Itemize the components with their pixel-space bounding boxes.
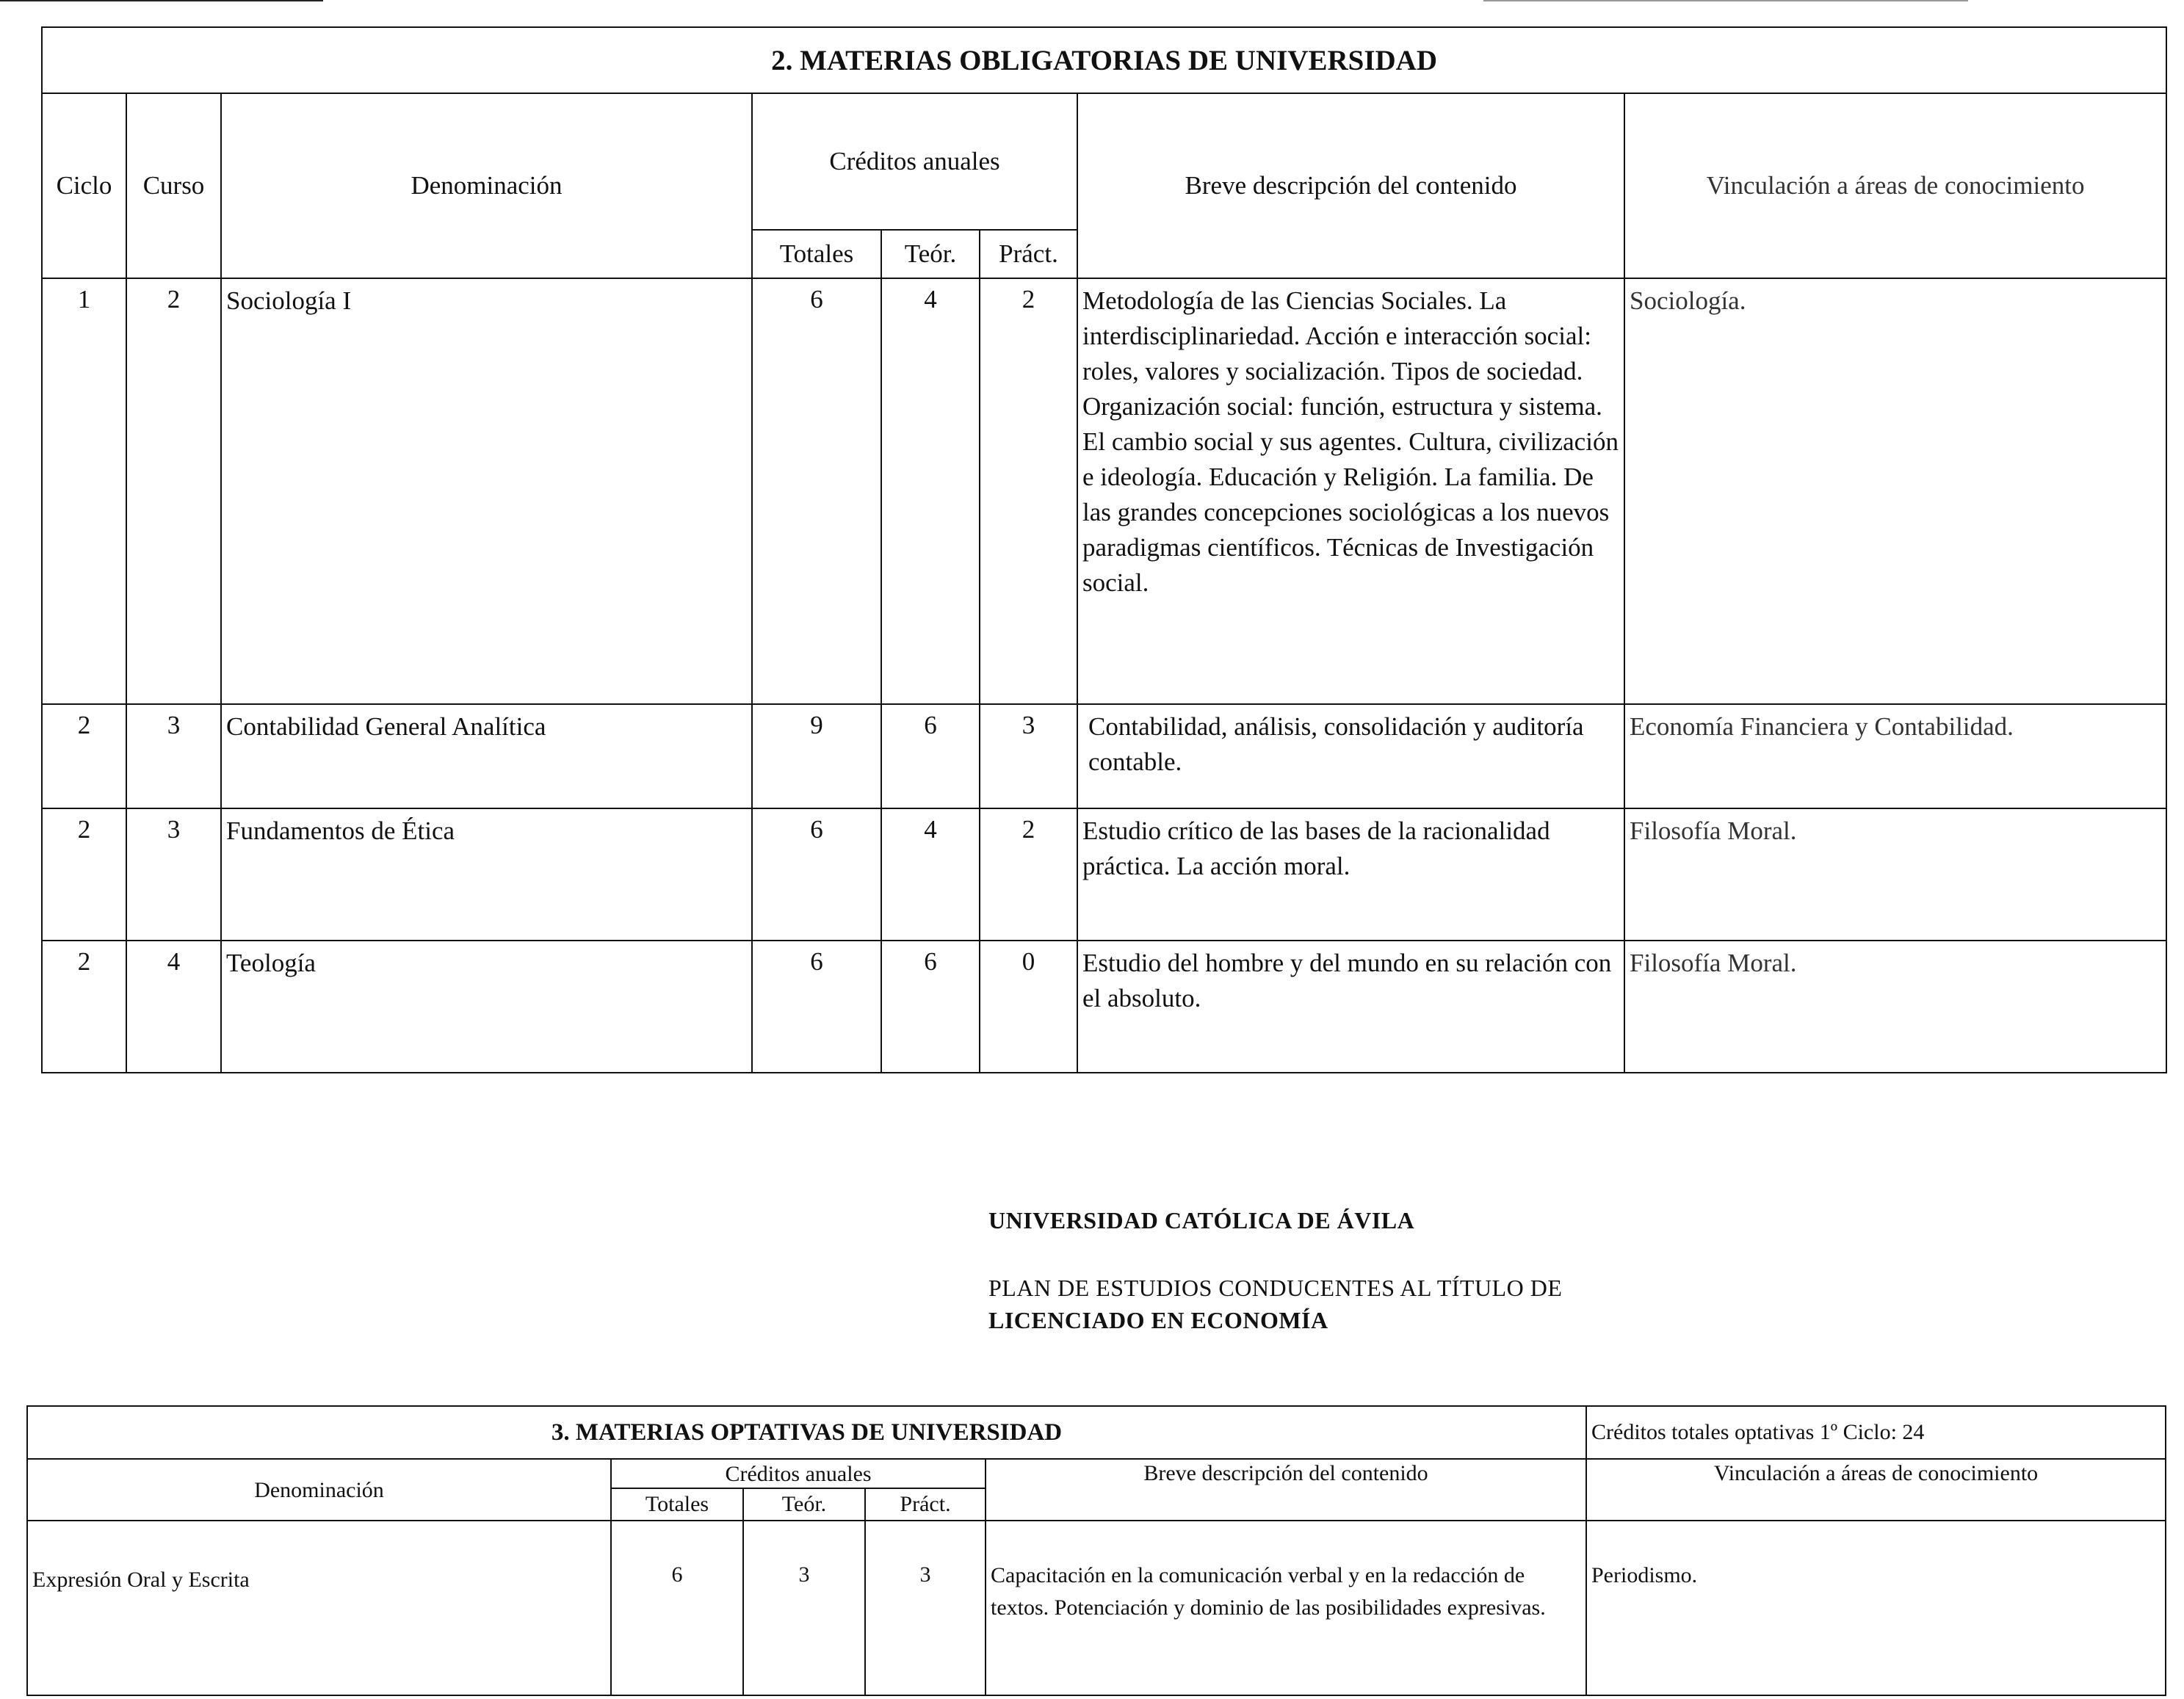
university-name: UNIVERSIDAD CATÓLICA DE ÁVILA xyxy=(988,1207,1415,1234)
cell-denominacion: Fundamentos de Ética xyxy=(221,808,752,941)
header-totales: Totales xyxy=(752,230,881,278)
cell-descripcion: Capacitación en la comunicación verbal y en la redacción de textos. Potenciación y dominio de las posibilidades expresivas. xyxy=(986,1521,1586,1695)
header-pract: Práct. xyxy=(980,230,1077,278)
header-vinculacion: Vinculación a áreas de conocimiento xyxy=(1624,93,2166,278)
table-title: 3. MATERIAS OPTATIVAS DE UNIVERSIDAD xyxy=(27,1406,1586,1459)
cell-curso: 3 xyxy=(126,704,221,808)
cell-pract: 3 xyxy=(865,1521,986,1695)
mandatory-subjects-table xyxy=(41,26,2167,1073)
optional-subjects-table xyxy=(26,1405,2166,1696)
header-totales: Totales xyxy=(611,1488,743,1521)
cell-denominacion: Contabilidad General Analítica xyxy=(221,704,752,808)
table-row xyxy=(42,704,2166,808)
cell-ciclo: 2 xyxy=(42,941,126,1073)
header-creditos: Créditos anuales xyxy=(611,1459,986,1488)
plan-title: PLAN DE ESTUDIOS CONDUCENTES AL TÍTULO DE xyxy=(988,1275,1563,1301)
header-ciclo: Ciclo xyxy=(42,93,126,278)
cell-denominacion: Teología xyxy=(221,941,752,1073)
table-title: 2. MATERIAS OBLIGATORIAS DE UNIVERSIDAD xyxy=(42,27,2166,93)
cell-pract: 3 xyxy=(980,704,1077,808)
header-teor: Teór. xyxy=(743,1488,865,1521)
cell-teor: 3 xyxy=(743,1521,865,1695)
cell-totales: 6 xyxy=(752,941,881,1073)
table-row xyxy=(42,941,2166,1073)
cell-totales: 6 xyxy=(611,1521,743,1695)
cell-vinculacion: Sociología. xyxy=(1624,278,2166,704)
cell-pract: 0 xyxy=(980,941,1077,1073)
cell-ciclo: 2 xyxy=(42,704,126,808)
header-descripcion: Breve descripción del contenido xyxy=(1077,93,1624,278)
cell-vinculacion: Economía Financiera y Contabilidad. xyxy=(1624,704,2166,808)
cell-teor: 4 xyxy=(881,808,980,941)
cell-curso: 4 xyxy=(126,941,221,1073)
cell-teor: 4 xyxy=(881,278,980,704)
cell-curso: 3 xyxy=(126,808,221,941)
header-teor: Teór. xyxy=(881,230,980,278)
header-pract: Práct. xyxy=(865,1488,986,1521)
cell-descripcion: Metodología de las Ciencias Sociales. La interdisciplinariedad. Acción e interacción social: roles, valores y socialización. Tipos de sociedad. Organización social: función, estructura y sistema. El cambio social y sus agentes. Cultura, civilización e ideología. Educación y Religión. La familia. De las grandes concepciones sociológicas a los nuevos paradigmas científicos. Técnicas de Investigación social. xyxy=(1077,278,1624,704)
header-creditos: Créditos anuales xyxy=(752,93,1077,230)
degree-title: LICENCIADO EN ECONOMÍA xyxy=(988,1307,1328,1333)
cell-descripcion: Contabilidad, análisis, consolidación y auditoría contable. xyxy=(1077,704,1624,808)
cell-totales: 6 xyxy=(752,278,881,704)
cell-pract: 2 xyxy=(980,808,1077,941)
cell-ciclo: 2 xyxy=(42,808,126,941)
scan-edge-line-left xyxy=(0,0,323,1)
cell-pract: 2 xyxy=(980,278,1077,704)
cell-denominacion: Sociología I xyxy=(221,278,752,704)
header-curso: Curso xyxy=(126,93,221,278)
cell-denominacion: Expresión Oral y Escrita xyxy=(27,1521,611,1695)
header-denominacion: Denominación xyxy=(221,93,752,278)
cell-vinculacion: Filosofía Moral. xyxy=(1624,941,2166,1073)
header-descripcion: Breve descripción del contenido xyxy=(986,1459,1586,1521)
scan-edge-line-right xyxy=(1483,0,1968,1)
cell-totales: 6 xyxy=(752,808,881,941)
total-credits: Créditos totales optativas 1º Ciclo: 24 xyxy=(1586,1406,2166,1459)
table-row xyxy=(42,808,2166,941)
cell-ciclo: 1 xyxy=(42,278,126,704)
cell-totales: 9 xyxy=(752,704,881,808)
cell-vinculacion: Filosofía Moral. xyxy=(1624,808,2166,941)
cell-teor: 6 xyxy=(881,704,980,808)
header-denominacion: Denominación xyxy=(27,1459,611,1521)
cell-vinculacion: Periodismo. xyxy=(1586,1521,2166,1695)
cell-descripcion: Estudio del hombre y del mundo en su relación con el absoluto. xyxy=(1077,941,1624,1073)
cell-descripcion: Estudio crítico de las bases de la racionalidad práctica. La acción moral. xyxy=(1077,808,1624,941)
table-row xyxy=(27,1521,2166,1695)
cell-curso: 2 xyxy=(126,278,221,704)
header-vinculacion: Vinculación a áreas de conocimiento xyxy=(1586,1459,2166,1521)
table-row xyxy=(42,278,2166,704)
cell-teor: 6 xyxy=(881,941,980,1073)
